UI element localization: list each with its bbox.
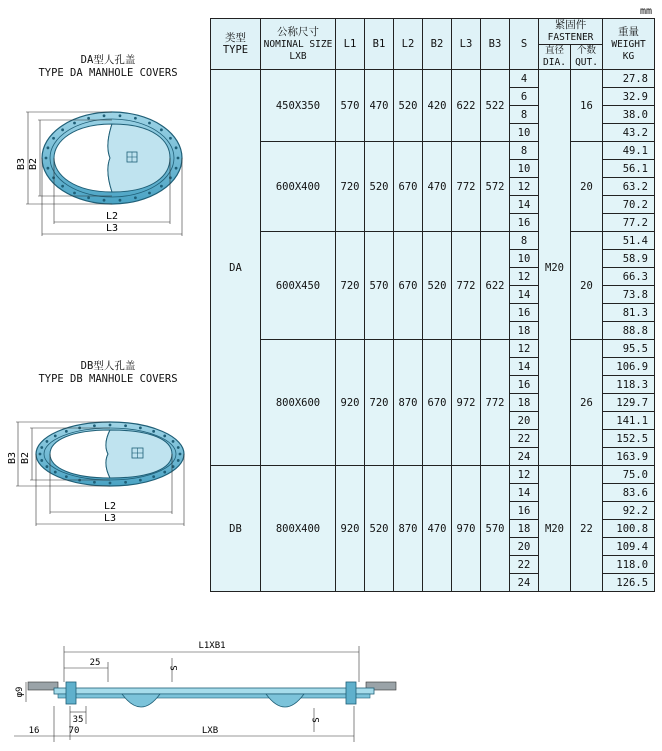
header-weight-cn: 重量 <box>618 25 640 38</box>
s-cell: 12 <box>510 340 539 358</box>
weight-cell: 100.8 <box>603 520 655 538</box>
l2-cell: 870 <box>394 340 423 466</box>
type-cell: DB <box>211 466 261 592</box>
bolt-hole <box>109 482 112 485</box>
weight-cell: 141.1 <box>603 412 655 430</box>
bolt-hole <box>179 453 182 456</box>
s-cell: 8 <box>510 106 539 124</box>
weight-cell: 118.0 <box>603 556 655 574</box>
s-cell: 4 <box>510 70 539 88</box>
weight-cell: 66.3 <box>603 268 655 286</box>
table-row <box>211 70 655 88</box>
weight-cell: 70.2 <box>603 196 655 214</box>
weight-cell: 106.9 <box>603 358 655 376</box>
l3-cell: 772 <box>452 232 481 340</box>
bolt-hole <box>87 196 90 199</box>
bolt-hole <box>139 426 142 429</box>
l1-cell: 920 <box>336 466 365 592</box>
header-qty <box>571 45 603 70</box>
weight-cell: 27.8 <box>603 70 655 88</box>
s-cell: 12 <box>510 466 539 484</box>
weight-cell: 38.0 <box>603 106 655 124</box>
weight-cell: 81.3 <box>603 304 655 322</box>
bolt-hole <box>175 167 178 170</box>
l3-cell: 970 <box>452 466 481 592</box>
s-cell: 14 <box>510 484 539 502</box>
weight-cell: 118.3 <box>603 376 655 394</box>
bolt-hole <box>172 440 175 443</box>
dia-cell: M20 <box>539 466 571 592</box>
s-cell: 20 <box>510 538 539 556</box>
size-cell: 800X400 <box>261 466 336 592</box>
size-cell: 800X600 <box>261 340 336 466</box>
weight-cell: 75.0 <box>603 466 655 484</box>
bolt-hole <box>52 137 55 140</box>
db-caption-en: TYPE DB MANHOLE COVERS <box>38 373 178 385</box>
unit-label: mm <box>639 6 652 17</box>
db-caption-cn: DB型人孔盖 <box>80 360 136 372</box>
bolt-hole <box>40 459 43 462</box>
bolt-hole <box>61 185 64 188</box>
s-cell: 16 <box>510 502 539 520</box>
weight-cell: 83.6 <box>603 484 655 502</box>
header-fastener <box>539 19 603 45</box>
s-cell: 8 <box>510 142 539 160</box>
bolt-hole <box>160 185 163 188</box>
section-dim-35: 35 <box>72 715 84 725</box>
l1-cell: 720 <box>336 142 365 232</box>
table-row <box>211 340 655 358</box>
bolt-hole <box>47 167 50 170</box>
weight-cell: 51.4 <box>603 232 655 250</box>
b3-cell: 622 <box>481 232 510 340</box>
da-dim-l2: L2 <box>105 211 119 222</box>
bolt-hole <box>152 475 155 478</box>
spec-table <box>210 18 655 592</box>
bolt-hole <box>93 424 96 427</box>
s-cell: 14 <box>510 358 539 376</box>
bolt-hole <box>46 465 49 468</box>
header-qty-cn: 个数 <box>577 45 597 56</box>
bolt-hole <box>175 146 178 149</box>
weight-cell: 92.2 <box>603 502 655 520</box>
bolt-hole <box>87 117 90 120</box>
s-cell: 24 <box>510 448 539 466</box>
bolt-hole <box>45 157 48 160</box>
s-cell: 6 <box>510 88 539 106</box>
s-cell: 12 <box>510 268 539 286</box>
section-dim-16: 16 <box>28 726 40 736</box>
bolt-hole <box>148 192 151 195</box>
bolt-hole <box>148 122 151 125</box>
weight-cell: 163.9 <box>603 448 655 466</box>
header-b2: B2 <box>423 19 452 70</box>
s-cell: 10 <box>510 124 539 142</box>
b2-cell: 420 <box>423 70 452 142</box>
header-size-cn: 公称尺寸 <box>277 25 319 38</box>
header-l2: L2 <box>394 19 423 70</box>
b2-cell: 670 <box>423 340 452 466</box>
section-dim-25: 25 <box>89 658 101 668</box>
table-row <box>211 466 655 484</box>
l3-cell: 622 <box>452 70 481 142</box>
weight-cell: 63.2 <box>603 178 655 196</box>
l2-cell: 670 <box>394 142 423 232</box>
l2-cell: 670 <box>394 232 423 340</box>
bolt-hole <box>54 471 57 474</box>
bolt-hole <box>152 430 155 433</box>
header-dia-cn: 直径 <box>544 45 564 56</box>
da-dim-b2: B2 <box>28 157 39 171</box>
bolt-hole <box>124 424 127 427</box>
weight-cell: 152.5 <box>603 430 655 448</box>
da-caption <box>28 54 188 80</box>
weight-cell: 129.7 <box>603 394 655 412</box>
b2-cell: 470 <box>423 466 452 592</box>
header-l3: L3 <box>452 19 481 70</box>
s-cell: 24 <box>510 574 539 592</box>
s-cell: 16 <box>510 304 539 322</box>
bolt-hole <box>61 128 64 131</box>
table-row <box>211 142 655 160</box>
bolt-hole <box>65 475 68 478</box>
header-l1: L1 <box>336 19 365 70</box>
b2-cell: 470 <box>423 142 452 232</box>
qty-cell: 22 <box>571 466 603 592</box>
weight-cell: 126.5 <box>603 574 655 592</box>
b1-cell: 470 <box>365 70 394 142</box>
bolt-hole <box>93 481 96 484</box>
l2-cell: 520 <box>394 70 423 142</box>
bolt-hole <box>119 199 122 202</box>
header-weight <box>603 19 655 70</box>
s-cell: 14 <box>510 286 539 304</box>
s-cell: 18 <box>510 322 539 340</box>
qty-cell: 16 <box>571 70 603 142</box>
s-cell: 18 <box>510 394 539 412</box>
l2-cell: 870 <box>394 466 423 592</box>
bolt-hole <box>169 176 172 179</box>
weight-cell: 95.5 <box>603 340 655 358</box>
b2-cell: 520 <box>423 232 452 340</box>
db-dim-b3: B3 <box>7 451 18 465</box>
bolt-hole <box>103 114 106 117</box>
header-qty-en: QUT. <box>575 57 598 68</box>
s-cell: 18 <box>510 520 539 538</box>
qty-cell: 26 <box>571 340 603 466</box>
weight-cell: 58.9 <box>603 250 655 268</box>
da-caption-cn: DA型人孔盖 <box>80 54 136 66</box>
bolt-hole <box>73 122 76 125</box>
l3-cell: 772 <box>452 142 481 232</box>
weight-cell: 32.9 <box>603 88 655 106</box>
header-size-lxb: LXB <box>289 50 307 62</box>
s-cell: 8 <box>510 232 539 250</box>
section-view-drawing <box>14 636 394 748</box>
size-cell: 450X350 <box>261 70 336 142</box>
s-cell: 10 <box>510 250 539 268</box>
s-cell: 10 <box>510 160 539 178</box>
db-manhole-drawing <box>7 410 200 535</box>
bolt-hole <box>177 459 180 462</box>
header-weight-unit: KG <box>622 50 635 62</box>
weight-cell: 77.2 <box>603 214 655 232</box>
bolt-hole <box>39 453 42 456</box>
weight-cell: 43.2 <box>603 124 655 142</box>
weight-cell: 49.1 <box>603 142 655 160</box>
header-fastener-en: FASTENER <box>547 32 594 43</box>
s-cell: 12 <box>510 178 539 196</box>
bolt-hole <box>73 192 76 195</box>
s-cell: 22 <box>510 430 539 448</box>
type-cell: DA <box>211 70 261 466</box>
header-s: S <box>510 19 539 70</box>
db-dim-l3: L3 <box>103 513 117 524</box>
db-dim-b2: B2 <box>20 451 31 465</box>
weight-cell: 88.8 <box>603 322 655 340</box>
bolt-hole <box>177 446 180 449</box>
bolt-hole <box>103 199 106 202</box>
section-dim-70: 70 <box>68 726 80 736</box>
b1-cell: 570 <box>365 232 394 340</box>
bolt-hole <box>169 137 172 140</box>
header-type-cn: 类型 <box>225 32 246 44</box>
header-size-en: NOMINAL SIZE <box>263 38 333 50</box>
da-dim-l3: L3 <box>105 223 119 234</box>
s-cell: 16 <box>510 214 539 232</box>
b1-cell: 520 <box>365 142 394 232</box>
l1-cell: 570 <box>336 70 365 142</box>
bolt-hole <box>139 479 142 482</box>
bolt-hole <box>65 430 68 433</box>
header-fastener-cn: 紧固件 <box>554 19 587 31</box>
table-row <box>211 232 655 250</box>
bolt-hole <box>124 481 127 484</box>
section-dim-lxb: LXB <box>201 726 219 736</box>
da-caption-en: TYPE DA MANHOLE COVERS <box>38 67 178 79</box>
size-cell: 600X450 <box>261 232 336 340</box>
weight-cell: 109.4 <box>603 538 655 556</box>
header-type-en: TYPE <box>222 44 249 56</box>
s-cell: 14 <box>510 196 539 214</box>
bolt-hole <box>163 435 166 438</box>
qty-cell: 20 <box>571 142 603 232</box>
header-dia <box>539 45 571 70</box>
section-dim-phi9: φ9 <box>15 686 25 698</box>
b3-cell: 522 <box>481 70 510 142</box>
qty-cell: 20 <box>571 232 603 340</box>
bolt-hole <box>54 435 57 438</box>
bolt-hole <box>160 128 163 131</box>
s-cell: 22 <box>510 556 539 574</box>
da-dim-b3: B3 <box>16 157 27 171</box>
spec-table-body <box>211 70 655 592</box>
s-cell: 16 <box>510 376 539 394</box>
size-cell: 600X400 <box>261 142 336 232</box>
header-type <box>211 19 261 70</box>
db-dim-l2: L2 <box>103 501 117 512</box>
db-caption <box>28 360 188 386</box>
da-manhole-drawing <box>14 96 194 246</box>
b3-cell: 570 <box>481 466 510 592</box>
dia-cell: M20 <box>539 70 571 466</box>
bolt-hole <box>40 446 43 449</box>
header-weight-en: WEIGHT <box>611 38 646 50</box>
bolt-hole <box>119 114 122 117</box>
section-dim-s-top: S <box>170 665 180 671</box>
header-dia-en: DIA. <box>543 57 566 68</box>
s-cell: 20 <box>510 412 539 430</box>
weight-cell: 56.1 <box>603 160 655 178</box>
header-b1: B1 <box>365 19 394 70</box>
bolt-hole <box>177 157 180 160</box>
section-dim-top: L1XB1 <box>198 641 226 651</box>
b1-cell: 520 <box>365 466 394 592</box>
l1-cell: 720 <box>336 232 365 340</box>
header-b3: B3 <box>481 19 510 70</box>
b3-cell: 772 <box>481 340 510 466</box>
bolt-hole <box>109 424 112 427</box>
b3-cell: 572 <box>481 142 510 232</box>
section-dim-s-bottom: S <box>312 717 322 723</box>
l3-cell: 972 <box>452 340 481 466</box>
bolt-hole <box>134 117 137 120</box>
header-size <box>261 19 336 70</box>
bolt-hole <box>46 440 49 443</box>
l1-cell: 920 <box>336 340 365 466</box>
bolt-hole <box>52 176 55 179</box>
b1-cell: 720 <box>365 340 394 466</box>
bolt-hole <box>47 146 50 149</box>
bolt-hole <box>163 471 166 474</box>
weight-cell: 73.8 <box>603 286 655 304</box>
bolt-hole <box>134 196 137 199</box>
